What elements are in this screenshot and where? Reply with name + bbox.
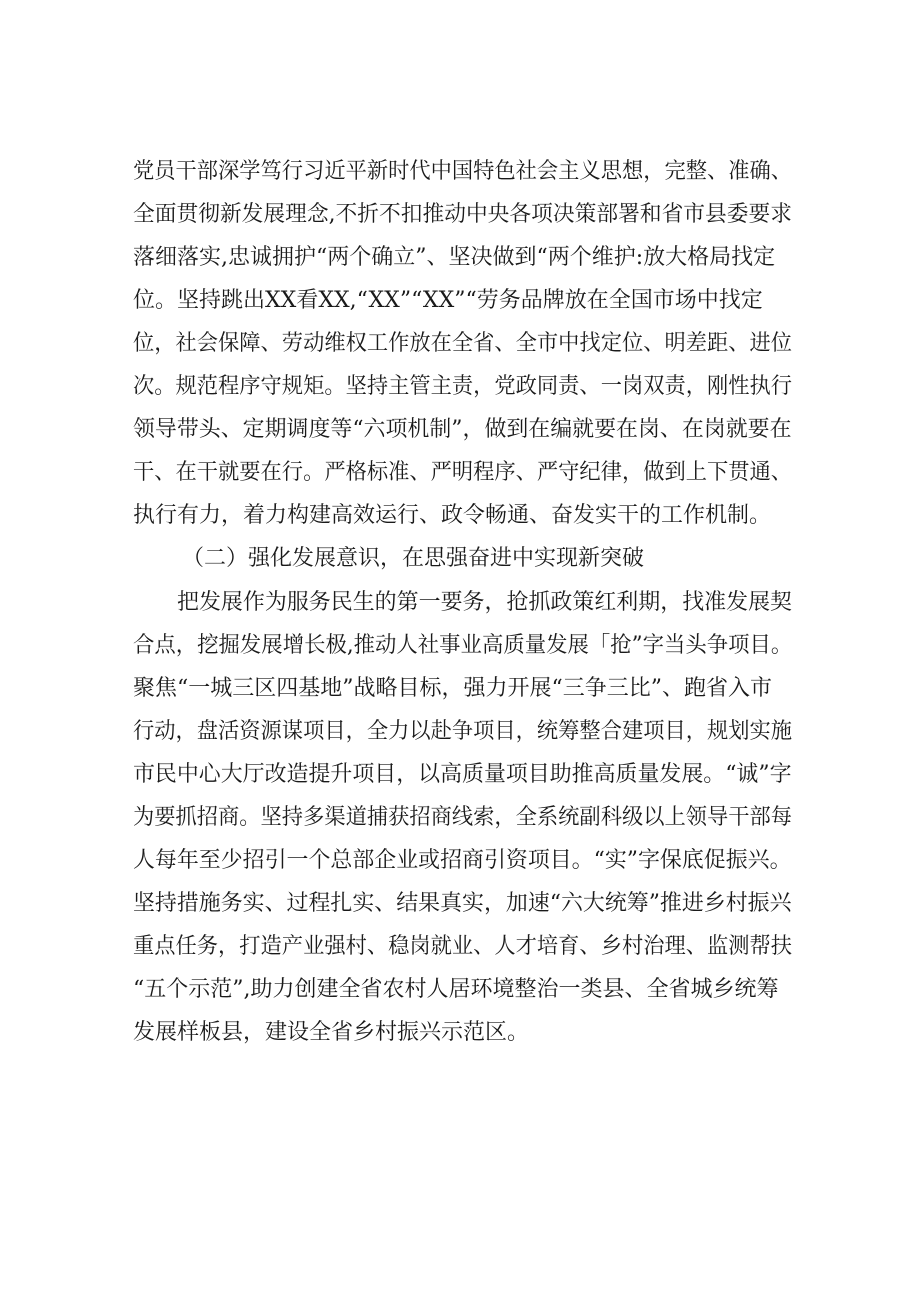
- paragraph-line: 党员干部深学笃行习近平新时代中国特色社会主义思想，完整、准确、: [133, 159, 793, 184]
- paragraph-line: 次。规范程序守规矩。坚持主管主责，党政同责、一岗双责，刚性执行: [133, 374, 793, 399]
- paragraph-line: 位，社会保障、劳动维权工作放在全省、全市中找定位、明差距、进位: [133, 331, 793, 356]
- paragraph-line: 执行有力，着力构建高效运行、政令畅通、奋发实干的工作机制。: [133, 503, 772, 528]
- paragraph-line: 坚持措施务实、过程扎实、结果真实，加速“六大统筹”推进乡村振兴: [133, 891, 792, 916]
- paragraph-line: 行动，盘活资源谋项目，全力以赴争项目，统筹整合建项目，规划实施: [133, 719, 793, 744]
- paragraph-line: 聚焦“一城三区四基地”战略目标，强力开展“三争三比”、跑省入市: [133, 676, 772, 701]
- paragraph-line: 市民中心大厅改造提升项目，以高质量项目助推高质量发展。“诚”字: [133, 762, 792, 787]
- paragraph-line: “五个示范”,助力创建全省农村人居环境整治一类县、全省城乡统筹: [133, 977, 779, 1002]
- section-heading: （二）强化发展意识，在思强奋进中实现新突破: [182, 546, 645, 571]
- paragraph-line: 发展样板县，建设全省乡村振兴示范区。: [133, 1020, 530, 1045]
- paragraph-line: 为要抓招商。坚持多渠道捕获招商线索，全系统副科级以上领导干部每: [133, 805, 793, 830]
- paragraph-line: 干、在干就要在行。严格标准、严明程序、严守纪律，做到上下贯通、: [133, 460, 793, 485]
- paragraph-line: 全面贯彻新发展理念,不折不扣推动中央各项决策部署和省市县委要求: [133, 202, 792, 227]
- paragraph-line: 落细落实,忠诚拥护“两个确立”、坚决做到“两个维护:放大格局找定: [133, 245, 776, 270]
- paragraph-line: 合点，挖掘发展增长极,推动人社事业高质量发展「抢”字当头争项目。: [133, 633, 793, 658]
- paragraph-line: 领导带头、定期调度等“六项机制”，做到在编就要在岗、在岗就要在: [133, 417, 792, 442]
- paragraph-line: 重点任务，打造产业强村、稳岗就业、人才培育、乡村治理、监测帮扶: [133, 934, 793, 959]
- paragraph-line: 把发展作为服务民生的第一要务，抢抓政策红利期，找准发展契: [177, 590, 793, 615]
- paragraph-line: 位。坚持跳出XX看XX,“XX”“XX”“劳务品牌放在全国市场中找定: [133, 288, 763, 313]
- paragraph-line: 人每年至少招引一个总部企业或招商引资项目。“实”字保底促振兴。: [133, 848, 792, 873]
